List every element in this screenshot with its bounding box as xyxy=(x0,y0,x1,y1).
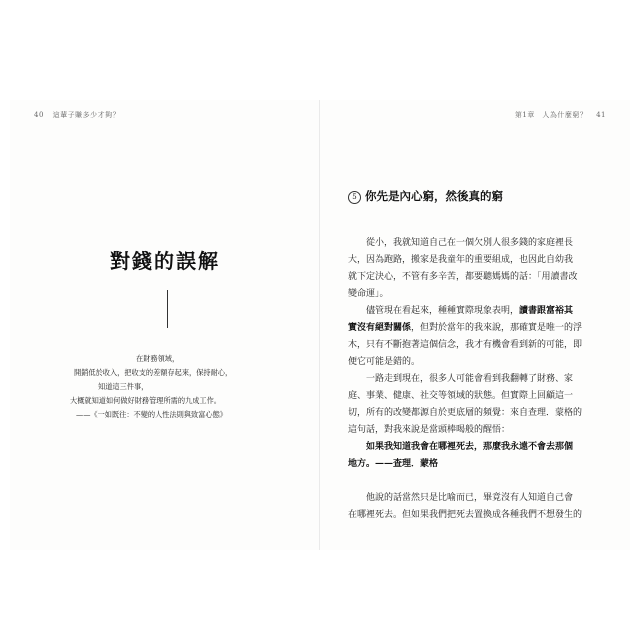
text-line: 便它可能是錯的。 xyxy=(348,357,421,367)
text-line: 變命運」。 xyxy=(348,289,389,299)
left-page-number: 40 xyxy=(34,111,44,119)
text-line xyxy=(348,303,610,320)
bold-quote-line: 如果我知道我會在哪裡死去，那麼我永遠不會去那個 xyxy=(366,442,574,452)
text-line: 在哪裡死去。但如果我們把死去置換成各種我們不想發生的 xyxy=(348,510,583,520)
text-line: 這句話，對我來說是當頭棒喝般的醒悟： xyxy=(348,425,511,435)
text-run: 儘管現在看起來，種種實際現象表明， xyxy=(366,306,520,316)
chapter-title: 對錢的誤解 xyxy=(110,249,220,273)
text-line: 就下定決心，不管有多辛苦，都要聽媽媽的話：「用讀書改 xyxy=(348,272,578,282)
text-line xyxy=(348,320,610,337)
quote-line: 開銷低於收入，把收支的差額存起來，保持耐心， xyxy=(74,368,233,377)
section-heading xyxy=(348,188,503,204)
vertical-divider xyxy=(167,290,168,328)
left-running-title: 這輩子賺多少才夠？ xyxy=(52,111,121,119)
quote-line: 在財務領域， xyxy=(136,354,180,363)
book-spread xyxy=(10,100,630,550)
bold-text-run: 讀書跟富裕其 xyxy=(519,306,574,316)
section-title: 你先是內心窮，然後真的窮 xyxy=(365,189,503,203)
text-line: 一路走到現在，很多人可能會看到我翻轉了財務、家 xyxy=(366,374,574,384)
text-line: 切，所有的改變都源自於更底層的頻覺：來自查理．蒙格的 xyxy=(348,408,583,418)
left-running-header xyxy=(28,110,120,120)
right-page xyxy=(320,100,630,550)
text-line: 庭、事業、健康、社交等領域的狀態。但實際上回顧這一 xyxy=(348,391,574,401)
right-page-number: 41 xyxy=(596,111,606,119)
quote-line: 大概就知道如何做好財務管理所需的九成工作。 xyxy=(70,396,221,405)
text-line: 大，因為跑路，搬家是我童年的重要組成，也因此自幼我 xyxy=(348,255,574,265)
body-text xyxy=(348,235,610,524)
text-line: 他說的話當然只是比喻而已，畢竟沒有人知道自己會 xyxy=(366,493,574,503)
paragraph-gap xyxy=(348,473,610,490)
text-run: ，但對於當年的我來說，那確實是唯一的浮 xyxy=(411,323,583,333)
left-page xyxy=(10,100,320,550)
epigraph-quote xyxy=(70,352,270,422)
section-number-badge: 5 xyxy=(348,191,361,204)
quote-line: 知道這三件事， xyxy=(98,382,149,391)
bold-text-run: 實沒有絕對關係 xyxy=(348,323,412,333)
right-running-title: 第1章 人為什麼窮？ xyxy=(514,111,588,119)
quote-source: ——《一如既往：不變的人性法則與致富心態》 xyxy=(76,410,227,419)
bold-quote-line: 地方。——查理．蒙格 xyxy=(348,459,439,469)
text-line: 木，只有不斷抱著這個信念，我才有機會看到新的可能，即 xyxy=(348,340,583,350)
text-line: 從小，我就知道自己在一個欠別人很多錢的家庭裡長 xyxy=(366,238,574,248)
right-running-header xyxy=(515,110,612,120)
